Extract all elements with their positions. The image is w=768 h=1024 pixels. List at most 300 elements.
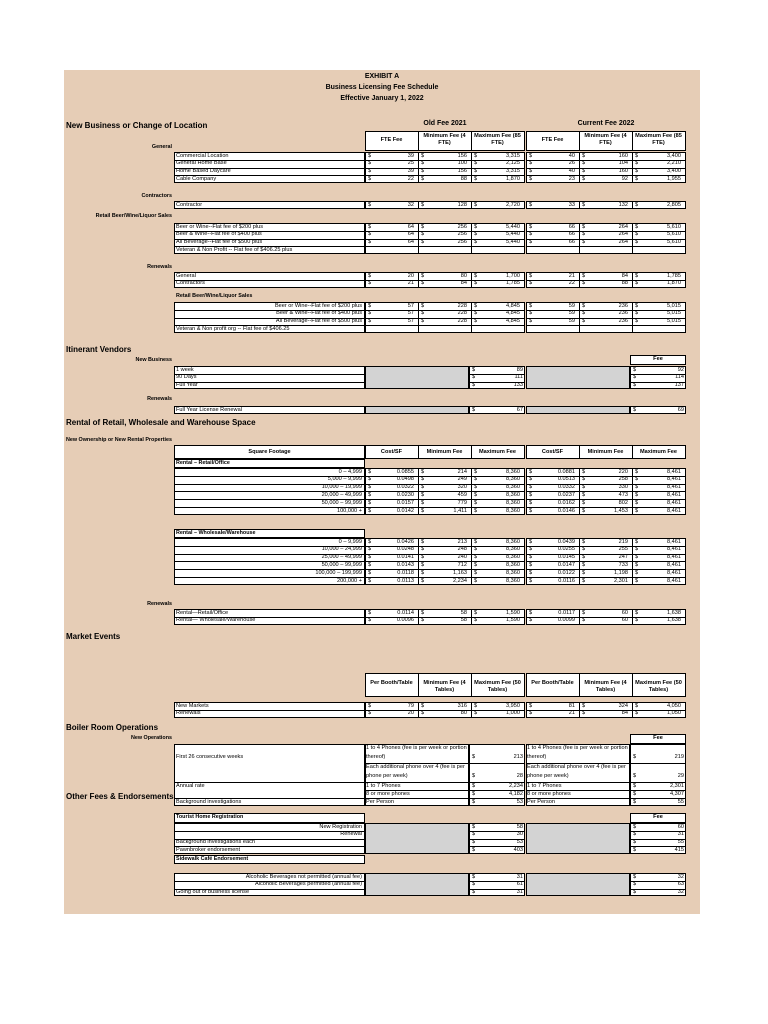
- dollar-sign: $: [529, 710, 533, 717]
- dollar-sign: $: [633, 773, 637, 779]
- fee-value: 415: [674, 846, 684, 853]
- dollar-sign: $: [474, 484, 478, 491]
- fee-value: 53: [516, 798, 523, 805]
- dollar-sign: $: [472, 773, 476, 779]
- row-label: Veteran & Non profit org -- Flat fee of $406.25: [176, 325, 290, 332]
- fee-value: 8,360: [506, 484, 520, 491]
- per-booth-header: Per Booth/Table: [531, 680, 574, 686]
- dollar-sign: $: [582, 175, 586, 182]
- row-divider: [174, 374, 365, 375]
- fee-value: 84: [621, 710, 628, 717]
- fee-value: 0.0162: [557, 499, 575, 506]
- row-label: 0 – 9,999: [338, 538, 362, 545]
- fee-value: 66: [568, 231, 575, 238]
- fee-value: 60: [621, 617, 628, 624]
- dollar-sign: $: [368, 507, 372, 514]
- fee-value: 8,360: [506, 546, 520, 553]
- dollar-sign: $: [529, 201, 533, 208]
- dollar-sign: $: [368, 231, 372, 238]
- dollar-sign: $: [635, 160, 639, 167]
- fee-value: 3,315: [506, 152, 520, 159]
- fee-value: 92: [621, 175, 628, 182]
- fee-value: 1,000: [506, 710, 520, 717]
- dollar-sign: $: [421, 152, 425, 159]
- dollar-sign: $: [529, 577, 533, 584]
- fee-value: 0.0142: [396, 507, 414, 514]
- dollar-sign: $: [421, 160, 425, 167]
- fee-value: 228: [457, 318, 467, 325]
- fee-value: 2,301: [670, 782, 684, 789]
- dollar-sign: $: [529, 160, 533, 167]
- dollar-sign: $: [368, 160, 372, 167]
- fee-value: 0.0141: [396, 554, 414, 561]
- fee-value: 0.0426: [396, 538, 414, 545]
- dollar-sign: $: [529, 484, 533, 491]
- fee-value: 8,461: [667, 507, 681, 514]
- effective-date: Effective January 1, 2022: [340, 95, 424, 102]
- fee-value: 60: [677, 823, 684, 830]
- dollar-sign: $: [635, 554, 639, 561]
- row-label: 20,000 – 49,999: [321, 491, 362, 498]
- fee-value: 92: [677, 366, 684, 373]
- dollar-sign: $: [368, 710, 372, 717]
- fee-value: 63: [677, 881, 684, 888]
- dollar-sign: $: [582, 554, 586, 561]
- dollar-sign: $: [635, 152, 639, 159]
- row-label: Full Year: [176, 382, 198, 389]
- dollar-sign: $: [635, 310, 639, 317]
- fee-value: 733: [618, 561, 628, 568]
- dollar-sign: $: [635, 272, 639, 279]
- dollar-sign: $: [582, 231, 586, 238]
- itinerant_rows-label-box: [174, 366, 365, 389]
- row-label: 10,000 – 19,999: [321, 484, 362, 491]
- max-fee-header: Maximum Fee (50 Tables): [635, 680, 682, 693]
- fee-value: 8,360: [506, 476, 520, 483]
- fee-value: 2,301: [614, 577, 628, 584]
- fee-value: 1,785: [506, 280, 520, 287]
- fee-value: 8,360: [506, 507, 520, 514]
- dollar-sign: $: [582, 507, 586, 514]
- fee-value: 80: [460, 710, 467, 717]
- fee-value: 8,461: [667, 491, 681, 498]
- fee-value: 3,315: [506, 168, 520, 175]
- dollar-sign: $: [421, 554, 425, 561]
- fee-value: 20: [407, 710, 414, 717]
- subsection-rental-retail: Rental – Retail/Office: [176, 460, 230, 466]
- dollar-sign: $: [633, 366, 637, 373]
- dollar-sign: $: [582, 499, 586, 506]
- dollar-sign: $: [421, 168, 425, 175]
- dollar-sign: $: [472, 374, 476, 381]
- dollar-sign: $: [582, 168, 586, 175]
- dollar-sign: $: [529, 561, 533, 568]
- fee-value: 0.0122: [557, 569, 575, 576]
- fee-value: 4,845: [506, 302, 520, 309]
- min-fee-header: Minimum Fee: [426, 449, 463, 455]
- fee-value: 156: [457, 152, 467, 159]
- shaded-block: [526, 406, 630, 414]
- row-description: 8 or more phones: [366, 790, 410, 797]
- dollar-sign: $: [472, 873, 476, 880]
- dollar-sign: $: [582, 491, 586, 498]
- dollar-sign: $: [529, 239, 533, 246]
- dollar-sign: $: [529, 302, 533, 309]
- dollar-sign: $: [633, 754, 637, 760]
- dollar-sign: $: [633, 889, 637, 896]
- shaded-block: [365, 406, 469, 414]
- fee-value: 23: [568, 175, 575, 182]
- row-label: Alcoholic Beverages permitted (annual fee): [255, 881, 362, 888]
- dollar-sign: $: [368, 577, 372, 584]
- fee-value: 236: [618, 302, 628, 309]
- dollar-sign: $: [635, 468, 639, 475]
- dollar-sign: $: [421, 702, 425, 709]
- fee-value: 67: [516, 406, 523, 413]
- dollar-sign: $: [474, 554, 478, 561]
- dollar-sign: $: [474, 201, 478, 208]
- fee-value: 0.0498: [396, 476, 414, 483]
- row-label: Going out of business license: [176, 889, 250, 896]
- dollar-sign: $: [633, 790, 637, 797]
- fee-value: 58: [460, 617, 467, 624]
- row-label: Background investigations: [176, 798, 242, 805]
- dollar-sign: $: [529, 538, 533, 545]
- dollar-sign: $: [582, 702, 586, 709]
- cost-sf-header: Cost/SF: [541, 449, 564, 455]
- dollar-sign: $: [472, 881, 476, 888]
- dollar-sign: $: [474, 468, 478, 475]
- fee-value: 264: [618, 239, 628, 246]
- fee-value: 8,360: [506, 491, 520, 498]
- subsection-boiler-new: New Operations: [130, 735, 172, 741]
- max-fee-header: Maximum Fee (85 FTE): [635, 133, 682, 146]
- dollar-sign: $: [421, 318, 425, 325]
- fee-value: 104: [618, 160, 628, 167]
- dollar-sign: $: [472, 889, 476, 896]
- dollar-sign: $: [472, 790, 476, 797]
- dollar-sign: $: [474, 499, 478, 506]
- dollar-sign: $: [635, 175, 639, 182]
- fee-value: 32: [677, 873, 684, 880]
- dollar-sign: $: [635, 484, 639, 491]
- fee-value: 228: [457, 310, 467, 317]
- row-label: Beer or Wine--Flat fee of $200 plus: [176, 223, 264, 230]
- dollar-sign: $: [529, 491, 533, 498]
- row-description: Per Person: [366, 798, 394, 805]
- dollar-sign: $: [421, 561, 425, 568]
- fee-value: 58: [516, 823, 523, 830]
- fee-value: 1,870: [667, 280, 681, 287]
- dollar-sign: $: [635, 577, 639, 584]
- subsection-tourist-home: Tourist Home Registration: [176, 814, 244, 820]
- fee-value: 0.0157: [396, 499, 414, 506]
- subsection-general: General: [151, 144, 172, 150]
- dollar-sign: $: [474, 175, 478, 182]
- fee-value: 33: [568, 201, 575, 208]
- dollar-sign: $: [421, 302, 425, 309]
- fee-value: 114: [675, 374, 684, 381]
- row-label: General Home Base: [176, 160, 227, 167]
- fee-value: 255: [618, 546, 628, 553]
- dollar-sign: $: [474, 491, 478, 498]
- fte-fee-header: FTE Fee: [380, 137, 403, 143]
- dollar-sign: $: [582, 160, 586, 167]
- row-divider: [174, 382, 365, 383]
- row-label: Cable Company: [176, 175, 217, 182]
- row-label: Home Based Daycare: [176, 168, 231, 175]
- dollar-sign: $: [421, 546, 425, 553]
- dollar-sign: $: [633, 823, 637, 830]
- subsection-renewals: Renewals: [147, 264, 172, 270]
- dollar-sign: $: [368, 617, 372, 624]
- fee-value: 8,360: [506, 468, 520, 475]
- dollar-sign: $: [368, 609, 372, 616]
- row-label: Rental— Wholesale/Warehouse: [176, 617, 256, 624]
- per-booth-header: Per Booth/Table: [370, 680, 413, 686]
- fee-value: 100: [457, 160, 467, 167]
- fee-value: 256: [457, 223, 467, 230]
- row-label: 100,000 – 199,999: [315, 569, 362, 576]
- row-divider: [365, 325, 525, 326]
- shaded-block: [526, 873, 630, 896]
- row-label: Veteran & Non Profit -- Flat fee of $406.25 plus: [176, 246, 293, 253]
- fee-value: 57: [407, 302, 414, 309]
- fee-value: 80: [460, 272, 467, 279]
- fee-value: 320: [457, 484, 467, 491]
- fee-value: 0.0248: [396, 546, 414, 553]
- fee-value: 247: [618, 554, 628, 561]
- fee-value: 473: [618, 491, 628, 498]
- dollar-sign: $: [368, 280, 372, 287]
- fee-value: 219: [674, 754, 684, 760]
- fee-value: 8,461: [667, 499, 681, 506]
- dollar-sign: $: [368, 239, 372, 246]
- dollar-sign: $: [474, 152, 478, 159]
- fee-value: 137: [674, 382, 684, 389]
- dollar-sign: $: [368, 569, 372, 576]
- fee-value: 0.0237: [557, 491, 575, 498]
- fee-value: 236: [618, 318, 628, 325]
- subsection-itinerant-renewals: Renewals: [147, 396, 172, 402]
- fee-value: 213: [513, 754, 523, 760]
- fee-value: 8,360: [506, 499, 520, 506]
- fee-value: 2,234: [509, 782, 523, 789]
- fee-value: 2,805: [667, 201, 681, 208]
- fee-value: 330: [618, 484, 628, 491]
- dollar-sign: $: [582, 546, 586, 553]
- row-label: 100,000 +: [336, 507, 362, 514]
- min-fee-header: Minimum Fee (4 FTE): [584, 133, 627, 146]
- dollar-sign: $: [529, 231, 533, 238]
- dollar-sign: $: [472, 754, 476, 760]
- row-divider: [526, 325, 686, 326]
- fee-value: 5,440: [506, 239, 520, 246]
- dollar-sign: $: [421, 507, 425, 514]
- dollar-sign: $: [421, 239, 425, 246]
- dollar-sign: $: [368, 499, 372, 506]
- dollar-sign: $: [529, 617, 533, 624]
- dollar-sign: $: [633, 782, 637, 789]
- dollar-sign: $: [472, 366, 476, 373]
- fee-value: 8,360: [506, 569, 520, 576]
- fee-value: 779: [457, 499, 467, 506]
- dollar-sign: $: [635, 302, 639, 309]
- fee-value: 59: [568, 318, 575, 325]
- fee-value: 5,610: [667, 223, 681, 230]
- dollar-sign: $: [633, 873, 637, 880]
- dollar-sign: $: [529, 507, 533, 514]
- fee-value: 66: [568, 223, 575, 230]
- dollar-sign: $: [529, 569, 533, 576]
- fee-value: 32: [677, 889, 684, 896]
- fee-value: 8,461: [667, 577, 681, 584]
- dollar-sign: $: [474, 302, 478, 309]
- dollar-sign: $: [582, 239, 586, 246]
- fee-value: 1,638: [667, 617, 681, 624]
- dollar-sign: $: [529, 609, 533, 616]
- fee-value: 133: [513, 382, 523, 389]
- dollar-sign: $: [635, 318, 639, 325]
- row-label: Background investigations each: [176, 839, 255, 846]
- shaded-block: [526, 366, 630, 389]
- dollar-sign: $: [368, 152, 372, 159]
- dollar-sign: $: [635, 201, 639, 208]
- dollar-sign: $: [368, 561, 372, 568]
- dollar-sign: $: [368, 554, 372, 561]
- dollar-sign: $: [633, 374, 637, 381]
- fee-value: 1,870: [506, 175, 520, 182]
- fee-value: 55: [677, 839, 684, 846]
- dollar-sign: $: [582, 302, 586, 309]
- fee-value: 712: [457, 561, 467, 568]
- dollar-sign: $: [368, 201, 372, 208]
- fee-value: 0.0096: [396, 617, 414, 624]
- row-divider: [526, 246, 686, 247]
- fee-value: 55: [677, 798, 684, 805]
- dollar-sign: $: [582, 310, 586, 317]
- dollar-sign: $: [472, 406, 476, 413]
- dollar-sign: $: [472, 798, 476, 805]
- fee-value: 0.0147: [557, 561, 575, 568]
- subsection-rental-new: New Ownership or New Rental Properties: [65, 437, 172, 443]
- fee-value: 2,234: [453, 577, 467, 584]
- row-label: 200,000 +: [336, 577, 362, 584]
- fee-value: 30: [516, 831, 523, 838]
- fee-value: 236: [618, 310, 628, 317]
- fee-value: 22: [568, 280, 575, 287]
- fee-value: 5,015: [667, 302, 681, 309]
- dollar-sign: $: [474, 168, 478, 175]
- dollar-sign: $: [529, 702, 533, 709]
- dollar-sign: $: [368, 484, 372, 491]
- dollar-sign: $: [635, 702, 639, 709]
- max-fee-header: Maximum Fee (85 FTE): [474, 133, 521, 146]
- shaded-block: [365, 873, 469, 896]
- fee-value: 2,720: [506, 201, 520, 208]
- fee-value: 21: [568, 710, 575, 717]
- dollar-sign: $: [582, 280, 586, 287]
- fee-value: 160: [618, 168, 628, 175]
- dollar-sign: $: [633, 839, 637, 846]
- fee-value: 2,210: [667, 160, 681, 167]
- exhibit-label: EXHIBIT A: [364, 73, 400, 80]
- fee-value: 0.0332: [557, 484, 575, 491]
- fee-value: 79: [407, 702, 414, 709]
- fee-value: 59: [568, 310, 575, 317]
- subsection-rental-renewals: Renewals: [147, 601, 172, 607]
- fee-value: 8,461: [667, 569, 681, 576]
- dollar-sign: $: [474, 702, 478, 709]
- dollar-sign: $: [635, 546, 639, 553]
- row-label: 1 week: [176, 366, 194, 373]
- dollar-sign: $: [635, 710, 639, 717]
- dollar-sign: $: [421, 538, 425, 545]
- dollar-sign: $: [368, 272, 372, 279]
- fee-value: 1,198: [614, 569, 628, 576]
- fee-header: Fee: [653, 735, 663, 741]
- row-description: Per Person: [527, 798, 555, 805]
- dollar-sign: $: [472, 846, 476, 853]
- fee-value: 5,015: [667, 310, 681, 317]
- fee-value: 256: [457, 231, 467, 238]
- dollar-sign: $: [474, 577, 478, 584]
- dollar-sign: $: [368, 468, 372, 475]
- row-label: 5,000 – 9,999: [327, 476, 362, 483]
- dollar-sign: $: [368, 302, 372, 309]
- dollar-sign: $: [421, 499, 425, 506]
- fee-value: 0.0113: [397, 577, 414, 584]
- dollar-sign: $: [582, 569, 586, 576]
- fee-value: 8,461: [667, 476, 681, 483]
- row-label: 50,000 – 99,999: [321, 561, 362, 568]
- fee-value: 53: [516, 839, 523, 846]
- dollar-sign: $: [529, 175, 533, 182]
- fee-value: 0.0145: [557, 554, 575, 561]
- dollar-sign: $: [582, 710, 586, 717]
- fee-value: 0.0439: [557, 538, 575, 545]
- dollar-sign: $: [633, 798, 637, 805]
- fee-value: 5,610: [667, 239, 681, 246]
- subsection-renewal-beer: Retail Beer/Wine/Liquor Sales: [176, 293, 253, 299]
- dollar-sign: $: [474, 476, 478, 483]
- dollar-sign: $: [421, 272, 425, 279]
- fee-value: 21: [568, 272, 575, 279]
- dollar-sign: $: [421, 201, 425, 208]
- dollar-sign: $: [474, 569, 478, 576]
- dollar-sign: $: [633, 881, 637, 888]
- row-description: Each additional phone over 4 (fee is per phone per week): [527, 763, 626, 779]
- dollar-sign: $: [474, 318, 478, 325]
- dollar-sign: $: [529, 168, 533, 175]
- fee-value: 228: [457, 302, 467, 309]
- square-footage-header: Square Footage: [248, 449, 291, 455]
- fte-fee-header: FTE Fee: [541, 137, 564, 143]
- section-market: Market Events: [66, 632, 121, 641]
- dollar-sign: $: [421, 484, 425, 491]
- dollar-sign: $: [472, 823, 476, 830]
- fee-value: 84: [621, 272, 628, 279]
- fee-value: 3,400: [667, 152, 681, 159]
- dollar-sign: $: [635, 507, 639, 514]
- max-fee-header: Maximum Fee (50 Tables): [474, 680, 521, 693]
- dollar-sign: $: [582, 561, 586, 568]
- fee-value: 0.0855: [396, 468, 414, 475]
- dollar-sign: $: [635, 609, 639, 616]
- fee-value: 0.0255: [557, 546, 575, 553]
- dollar-sign: $: [474, 223, 478, 230]
- dollar-sign: $: [421, 577, 425, 584]
